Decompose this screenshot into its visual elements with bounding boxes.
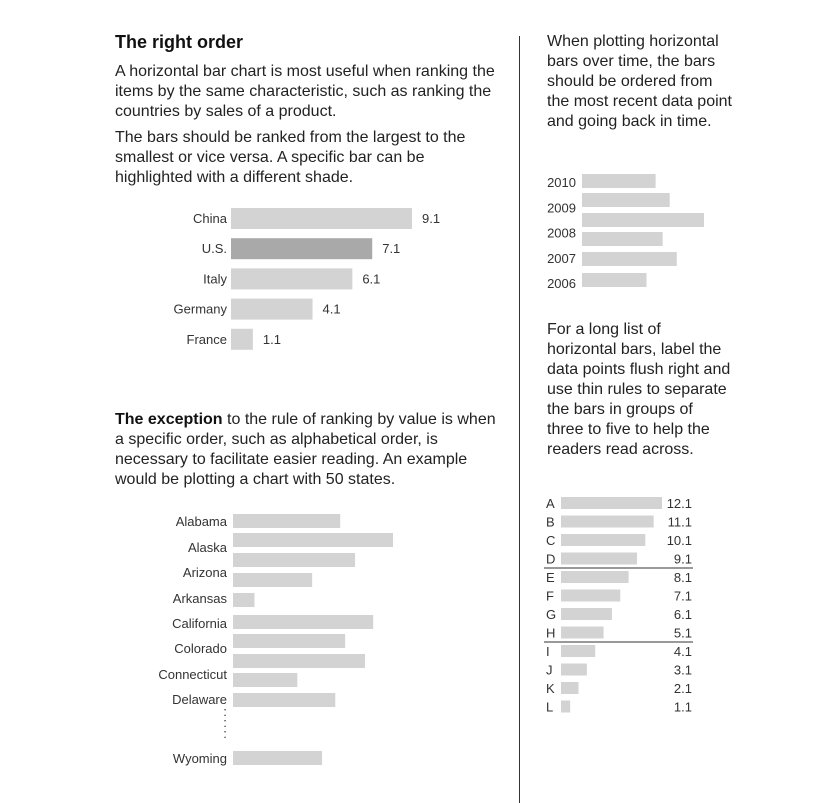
value-label: 4.1 (322, 301, 341, 317)
bar (582, 252, 677, 266)
bar (582, 232, 663, 246)
year-label: 2008 (547, 225, 576, 241)
value-label: 8.1 (673, 570, 692, 585)
letter-label: E (546, 570, 555, 585)
letter-label: J (546, 662, 553, 678)
letter-label: I (546, 644, 550, 659)
state-label: Alabama (175, 514, 227, 529)
ellipsis-dot: : (223, 704, 227, 719)
bar (233, 615, 373, 629)
bar (233, 573, 312, 587)
value-label: 4.1 (673, 644, 692, 659)
bar (582, 273, 647, 287)
bar (561, 553, 637, 565)
letter-label: A (546, 496, 555, 511)
state-label: Arkansas (172, 591, 227, 606)
letter-label: D (546, 551, 556, 567)
bar (233, 533, 393, 547)
value-label: 12.1 (666, 496, 692, 511)
value-label: 5.1 (673, 625, 692, 641)
year-label: 2006 (547, 276, 576, 292)
category-label: U.S. (201, 241, 227, 257)
category-label: Germany (173, 301, 227, 317)
letter-label: H (546, 625, 556, 641)
page-title: The right order (115, 32, 244, 52)
value-label: 1.1 (673, 699, 692, 715)
bar (561, 516, 654, 528)
state-label: Alaska (187, 540, 227, 555)
ranking-paragraph: The bars should be ranked from the largest to the smallest or vice versa. A specific bar can be highlighted with a different shade. (115, 129, 466, 186)
state-label: Connecticut (158, 667, 227, 682)
bar (231, 329, 253, 350)
state-label: Colorado (174, 641, 227, 656)
value-label: 1.1 (262, 331, 281, 347)
value-label: 7.1 (673, 588, 692, 604)
value-label: 7.1 (382, 241, 401, 257)
bar (231, 238, 372, 259)
state-label: Arizona (182, 565, 227, 580)
bar (561, 664, 587, 676)
letter-label: L (546, 699, 554, 715)
value-label: 11.1 (667, 514, 692, 530)
bar (233, 751, 322, 765)
long-list-paragraph: For a long list of horizontal bars, label the data points flush right and use thin rules to separate the bars in groups of three to five to help the readers read across. (547, 321, 731, 458)
category-label: China (193, 211, 227, 226)
bar (231, 268, 352, 289)
value-label: 10.1 (666, 533, 692, 548)
bar (561, 645, 595, 657)
bar (582, 193, 670, 207)
category-label: Italy (203, 271, 227, 287)
exception-text: to the rule of ranking by value is when a specific order, such as alphabetical order, is necessary to facilitate easier reading. An example would be plotting a chart with 50 states. (115, 411, 496, 488)
year-label: 2010 (547, 175, 576, 190)
category-label: France (186, 331, 227, 347)
bar (231, 299, 313, 320)
bar (233, 514, 340, 528)
year-label: 2009 (547, 200, 576, 216)
value-label: 6.1 (362, 271, 381, 287)
bar (561, 571, 629, 583)
state-label: Delaware (172, 692, 227, 707)
year-label: 2007 (547, 250, 576, 266)
letter-label: K (546, 681, 555, 696)
bar (561, 497, 662, 509)
bar (582, 174, 656, 188)
bar (582, 213, 704, 227)
exception-heading: The exception (115, 411, 223, 428)
intro-paragraph: A horizontal bar chart is most useful when ranking the items by the same characteristic, such as ranking the countries by sales of a product. (115, 63, 495, 120)
value-label: 6.1 (673, 607, 692, 622)
bar (561, 682, 579, 694)
letter-label: B (546, 514, 555, 530)
bar (233, 593, 254, 607)
value-label: 2.1 (673, 681, 692, 696)
bar (233, 673, 297, 687)
bar (233, 693, 335, 707)
letter-label: G (546, 607, 557, 622)
bar (233, 654, 365, 668)
bar (233, 553, 355, 567)
bar (561, 701, 570, 713)
letter-label: C (546, 533, 556, 548)
letter-label: F (546, 588, 554, 604)
state-label: California (172, 616, 227, 631)
bar (561, 608, 612, 620)
bar (233, 634, 345, 648)
ellipsis-dot: : (223, 715, 227, 730)
bar (231, 208, 412, 229)
value-label: 9.1 (673, 551, 692, 567)
time-order-paragraph: When plotting horizontal bars over time, the bars should be ordered from the most recent data point and going back in time. (547, 33, 732, 130)
value-label: 9.1 (422, 211, 441, 226)
bar (561, 590, 620, 602)
value-label: 3.1 (673, 662, 692, 678)
ellipsis-dot: : (223, 726, 227, 741)
bar (561, 534, 645, 546)
state-label: Wyoming (172, 751, 227, 766)
bar (561, 627, 604, 639)
